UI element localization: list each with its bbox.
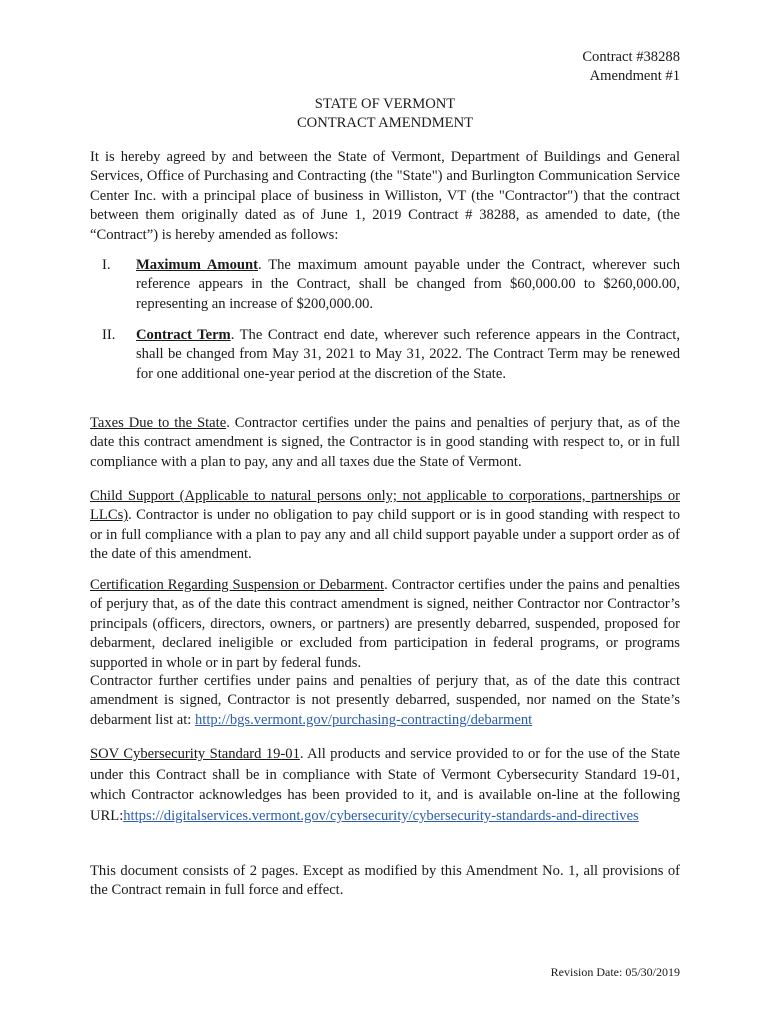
amendment-number: Amendment #1 xyxy=(589,68,680,85)
cybersecurity-text: . All products and service provided to or for the use of the State under this Contract shall be in compliance with State of Vermont Cybersecurity Standard 19-01, which Contractor acknowledges has been provided to it, and is available on-line at the following URL: xyxy=(90,746,680,824)
taxes-heading: Taxes Due to the State xyxy=(90,415,227,431)
child-support-heading: Child Support (Applicable to natural persons only; not applicable to corporations, partnerships or LLCs) xyxy=(90,488,680,524)
item-heading: Contract Term xyxy=(136,327,231,343)
title-line-2: CONTRACT AMENDMENT xyxy=(296,115,474,132)
contract-header xyxy=(582,48,680,87)
item-text: . The Contract end date, wherever such reference appears in the Contract, shall be changed from May 31, 2021 to May 31, 2022. The Contract Term may be renewed for one additional one-year period at the discretion of the State. xyxy=(136,327,680,382)
item-text: . The maximum amount payable under the Contract, wherever such reference appears in the Contract, shall be changed from $60,000.00 to $260,000.00, representing an increase of $200,000.00. xyxy=(136,257,681,312)
further-certification-paragraph xyxy=(90,672,680,730)
child-support-paragraph xyxy=(90,487,680,565)
closing-paragraph: This document consists of 2 pages. Except as modified by this Amendment No. 1, all provisions of the Contract remain in full force and effect. xyxy=(90,863,680,899)
cybersecurity-heading: SOV Cybersecurity Standard 19-01 xyxy=(90,746,300,762)
revision-date: Revision Date: 05/30/2019 xyxy=(550,965,680,979)
taxes-text: . Contractor certifies under the pains and penalties of perjury that, as of the date this contract amendment is signed, the Contractor is in good standing with respect to, or in full compliance with a plan to pay, any and all taxes due the State of Vermont. xyxy=(90,415,680,470)
item-numeral: II. xyxy=(102,327,116,343)
amendment-item-1 xyxy=(90,256,680,314)
cybersecurity-paragraph xyxy=(90,744,680,826)
child-support-text: . Contractor is under no obligation to pay child support or is in good standing with respect to or in full compliance with a plan to pay any and all child support payable under a support order as of the date of this amendment. xyxy=(90,507,680,563)
taxes-paragraph xyxy=(90,414,680,472)
debarment-list-link[interactable]: http://bgs.vermont.gov/purchasing-contracting/debarment xyxy=(194,711,533,728)
contract-number: Contract #38288 xyxy=(582,49,680,65)
amendment-item-2 xyxy=(90,326,680,384)
debarment-text: . Contractor certifies under the pains and penalties of perjury that, as of the date this contract amendment is signed, neither Contractor nor Contractor’s principals (officers, directors, owners, or partners) are presently debarred, suspended, proposed for debarment, declared ineligible or excluded from participation in federal programs, or programs supported in whole or in part by federal funds. xyxy=(90,577,680,671)
further-text: Contractor further certifies under pains and penalties of perjury that, as of the date this contract amendment is signed, Contractor is not presently debarred, suspended, nor named on the State’s debarment list at: xyxy=(90,673,680,728)
cybersecurity-standards-link[interactable]: https://digitalservices.vermont.gov/cybersecurity/cybersecurity-standards-and-directives xyxy=(123,807,639,824)
item-numeral: I. xyxy=(102,257,111,273)
item-heading: Maximum Amount xyxy=(136,257,258,273)
intro-paragraph: It is hereby agreed by and between the State of Vermont, Department of Buildings and General Services, Office of Purchasing and Contracting (the "State") and Burlington Communication Service Center Inc. with a principal place of business in Williston, VT (the "Contractor") that the contract between them originally dated as of June 1, 2019 Contract # 38288, as amended to date, (the “Contract”) is hereby amended as follows: xyxy=(90,149,680,243)
document-title xyxy=(0,95,770,134)
debarment-paragraph xyxy=(90,576,680,673)
debarment-heading: Certification Regarding Suspension or Debarment xyxy=(90,577,385,593)
title-line-1: STATE OF VERMONT xyxy=(314,96,456,112)
